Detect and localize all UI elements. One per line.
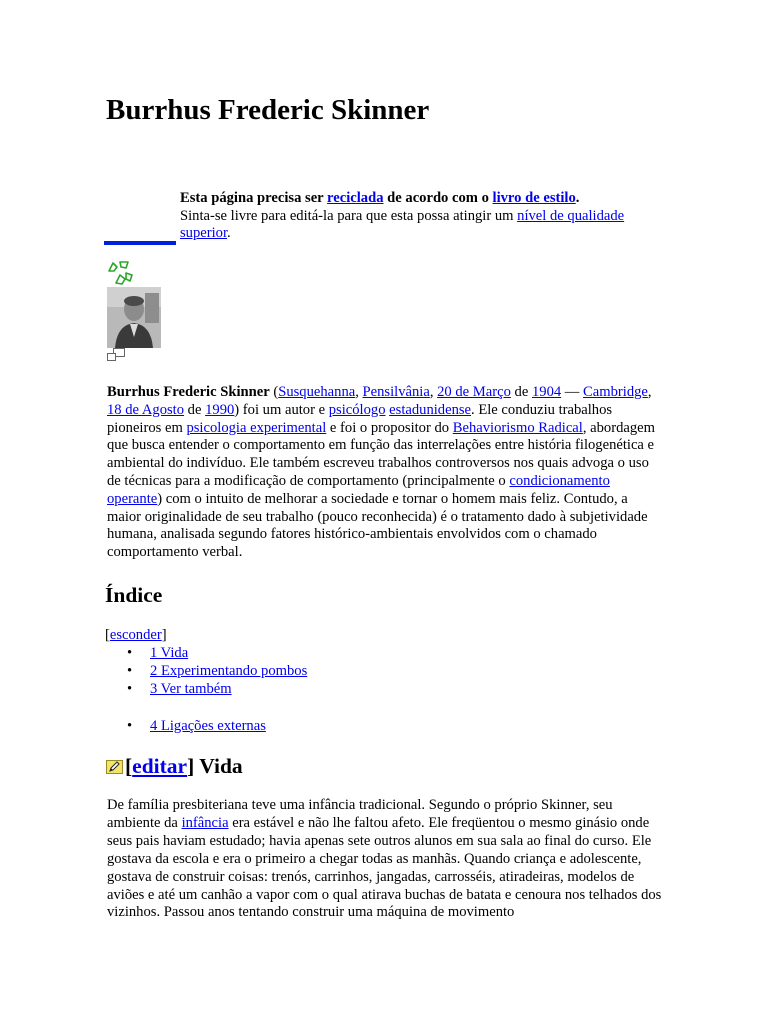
pencil-edit-icon[interactable] [106,760,123,774]
recycle-icon [106,259,134,285]
portrait-photo [107,287,161,348]
link-cambridge[interactable]: Cambridge [583,384,648,400]
toc-item [108,717,307,735]
page-title: Burrhus Frederic Skinner [106,94,430,126]
link-behaviorismo-radical[interactable]: Behaviorismo Radical [452,419,583,436]
link-pensilvania[interactable]: Pensilvânia [362,384,430,400]
toc-toggle: [esconder] [105,627,167,643]
enlarge-icon[interactable] [107,348,125,361]
toc-hide-link[interactable]: esconder [109,627,162,643]
link-reciclada[interactable]: reciclada [327,190,384,206]
link-condicionamento-operante[interactable]: condicionamento operante [107,472,610,507]
link-psicologia-experimental[interactable]: psicologia experimental [186,419,327,436]
notice-line1: Esta página precisa ser reciclada de acordo com o livro de estilo. [180,190,580,206]
link-1904[interactable]: 1904 [531,384,562,400]
toc-title: Índice [105,583,163,607]
link-18-de-agosto[interactable]: 18 de Agosto [107,401,185,418]
link-psicologo[interactable]: psicólogo [328,401,386,418]
cleanup-notice [180,190,660,243]
toc-link-experimentando-pombos[interactable]: 2 Experimentando pombos [150,663,308,680]
link-nivel-de-qualidade[interactable]: nível de qualidade superior [180,207,625,241]
link-1990[interactable]: 1990 [205,401,235,418]
notice-line2: Sinta-se livre para editá-la para que esta possa atingir um nível de qualidade superior. [180,207,625,241]
bullet: • [127,663,133,680]
link-infancia[interactable]: infância [181,814,229,831]
notice-bar [104,241,176,245]
toc-item [108,662,307,680]
bullet: • [127,681,133,698]
section-title: Vida [194,754,243,778]
link-susquehanna[interactable]: Susquehanna [278,384,356,400]
edit-section-link[interactable]: editar [132,754,188,778]
link-livro-de-estilo[interactable]: livro de estilo [492,190,576,206]
toc-link-ligacoes-externas[interactable]: 4 Ligações externas [150,717,266,734]
toc-item [108,644,307,662]
link-20-de-marco[interactable]: 20 de Março [437,384,511,400]
link-estadunidense[interactable]: estadunidense [389,401,472,418]
toc-item [108,680,307,698]
toc-link-ver-tambem[interactable]: 3 Ver também [150,681,232,698]
bullet: • [127,645,133,661]
vida-paragraph: De família presbiteriana teve uma infância tradicional. Segundo o próprio Skinner, seu ambiente da infância era estável e não lhe faltou afeto. Ele freqüentou o mesmo ginásio onde seus pais haviam estudado; havia apenas sete outros alunos em sua sala ao final do curso. Ele gostava da escola e era o primeiro a chegar todas as manhãs. Quando criança e adolescente, gostava de construir coisas: trenós, carrinhos, jangadas, carrosséis, atiradeiras, modelos de aviões e até um canhão a vapor com o qual atirava buchas de batata e cenoura nos telhados dos vizinhos. Passou anos tentando construir uma máquina de movimento [107,797,662,921]
intro-paragraph: Burrhus Frederic Skinner (Susquehanna, Pensilvânia, 20 de Março de 1904 — Cambridge, 18 de Agosto de 1990) foi um autor e psicólogo estadunidense. Ele conduziu trabalhos pioneiros em psicologia experimental e foi o propositor do Behaviorismo Radical, abordagem que busca entender o comportamento em função das interrelações entre história filogenética e ambiental do indivíduo. Ele também escreveu trabalhos controversos nos quais advoga o uso de técnicas para a modificação de comportamento (principalmente o condicionamento operante) com o intuito de melhorar a sociedade e tornar o homem mais feliz. Contudo, a maior originalidade de seu trabalho (pouco reconhecida) é o tratamento dado à subjetividade humana, analisada segundo fatores histórico-ambientais envolvidos com o chamado comportamento verbal. [107,384,655,561]
toc-list [108,644,307,735]
toc-link-vida[interactable]: 1 Vida [150,645,189,661]
section-heading-vida: [editar] Vida [106,751,243,781]
toc-spacer [108,699,307,717]
bullet: • [127,717,133,734]
